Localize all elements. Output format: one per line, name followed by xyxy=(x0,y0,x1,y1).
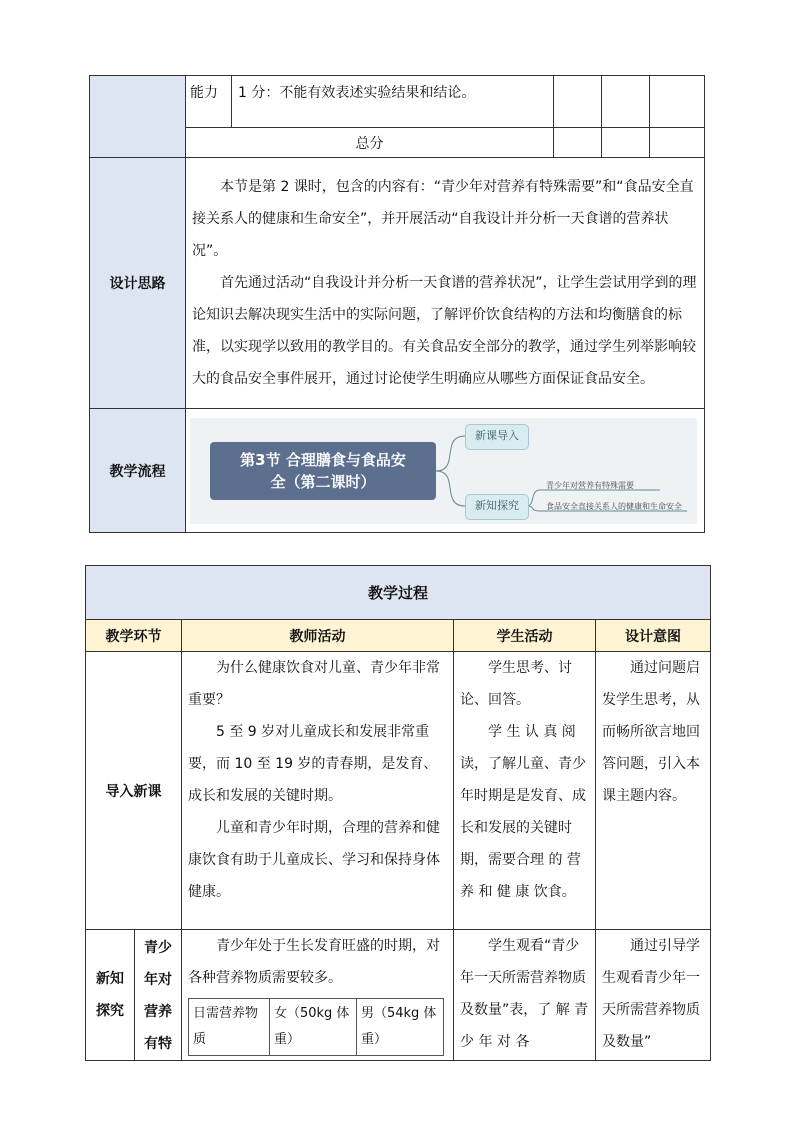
process-title: 教学过程 xyxy=(86,566,711,620)
mindmap xyxy=(190,418,697,524)
nutrition-table xyxy=(188,998,444,1056)
explore-sub-line: 营养 xyxy=(144,1004,172,1020)
intro-intent xyxy=(596,652,711,930)
explore-substage xyxy=(135,930,182,1061)
design-paragraph-1: 本节是第 2 课时，包含的内容有：“青少年对营养有特殊需要”和“食品安全直接关系人的健康和生命安全”，并开展活动“自我设计并分析一天食谱的营养状况”。 xyxy=(192,179,694,259)
nutrition-header: 男（54kg 体重） xyxy=(356,999,443,1056)
ability-desc: 1 分：不能有效表述实验结果和结论。 xyxy=(232,76,554,128)
intro-teacher-p2: 5 至 9 岁对儿童成长和发展非常重要，而 10 至 19 岁的青春期，是发育、成长和发展的关键时期。 xyxy=(188,724,438,804)
flow-label: 教学流程 xyxy=(90,409,186,533)
explore-intent-text: 通过引导学生观看青少年一天所需营养物质及数量” xyxy=(602,938,700,1050)
intro-intent-text: 通过问题启发学生思考，从而畅所欲言地回答问题，引入本课主题内容。 xyxy=(602,660,700,804)
mindmap-node-explore: 新知探究 xyxy=(465,494,529,520)
score-cell xyxy=(650,76,705,128)
mindmap-sub-1: 青少年对营养有特殊需要 xyxy=(546,481,634,490)
explore-student-text: 学生观看“青少年一天所需营养物质及数量”表，了 解 青 少 年 对 各 xyxy=(460,938,589,1050)
header-student: 学生活动 xyxy=(454,620,596,652)
mindmap-main-node xyxy=(210,442,436,500)
mindmap-sub-2: 食品安全直接关系人的健康和生命安全 xyxy=(546,502,682,511)
intro-teacher xyxy=(182,652,454,930)
mindmap-main-line-2: 全（第二课时） xyxy=(270,473,376,491)
explore-stage-line-1: 新知 xyxy=(96,971,124,987)
intro-student xyxy=(454,652,596,930)
header-intent: 设计意图 xyxy=(596,620,711,652)
process-table xyxy=(85,565,711,1061)
explore-sub-line: 有特 xyxy=(144,1036,172,1052)
design-label: 设计思路 xyxy=(90,158,186,409)
nutrition-header: 女（50kg 体重） xyxy=(269,999,356,1056)
score-cell xyxy=(602,76,650,128)
explore-stage xyxy=(86,930,135,1061)
nutrition-header: 日需营养物质 xyxy=(189,999,270,1056)
intro-student-p1: 学生思考、讨论、回答。 xyxy=(460,660,572,708)
explore-sub-line: 年对 xyxy=(144,972,172,988)
intro-teacher-p1: 为什么健康饮食对儿童、青少年非常重要？ xyxy=(188,660,440,708)
intro-teacher-p3: 儿童和青少年时期，合理的营养和健康饮食有助于儿童成长、学习和保持身体健康。 xyxy=(188,820,440,900)
header-stage: 教学环节 xyxy=(86,620,182,652)
score-cell xyxy=(602,128,650,158)
rubric-label-cell xyxy=(90,76,186,158)
explore-stage-line-2: 探究 xyxy=(96,1003,124,1019)
design-paragraph-2: 首先通过活动“自我设计并分析一天食谱的营养状况”，让学生尝试用学到的理论知识去解决现实生活中的实际问题，了解评价饮食结构的方法和均衡膳食的标准，以实现学以致用的教学目的。有关食品安全部分的教学，通过学生列举影响较大的食品安全事件展开，通过讨论使学生明确应从哪些方面保证食品安全。 xyxy=(192,275,697,387)
intro-stage: 导入新课 xyxy=(86,652,182,930)
header-teacher: 教师活动 xyxy=(182,620,454,652)
score-cell xyxy=(554,76,602,128)
ability-label: 能力 xyxy=(186,76,232,128)
score-cell xyxy=(554,128,602,158)
mindmap-node-intro: 新课导入 xyxy=(465,424,529,450)
explore-sub-line: 青少 xyxy=(144,940,172,956)
explore-teacher xyxy=(182,930,454,1061)
explore-student xyxy=(454,930,596,1061)
mindmap-main-line-1: 第3节 合理膳食与食品安 xyxy=(240,451,406,469)
total-label: 总分 xyxy=(186,128,554,158)
explore-intent xyxy=(596,930,711,1061)
score-cell xyxy=(650,128,705,158)
design-content xyxy=(186,158,705,409)
intro-student-p2: 学 生 认 真 阅 读，了解儿童、青少年时期是是发育、成长和发展的关键时期，需要合理 的 营 养 和 健 康 饮食。 xyxy=(460,724,586,900)
explore-teacher-text: 青少年处于生长发育旺盛的时期，对各种营养物质需要较多。 xyxy=(188,938,440,986)
